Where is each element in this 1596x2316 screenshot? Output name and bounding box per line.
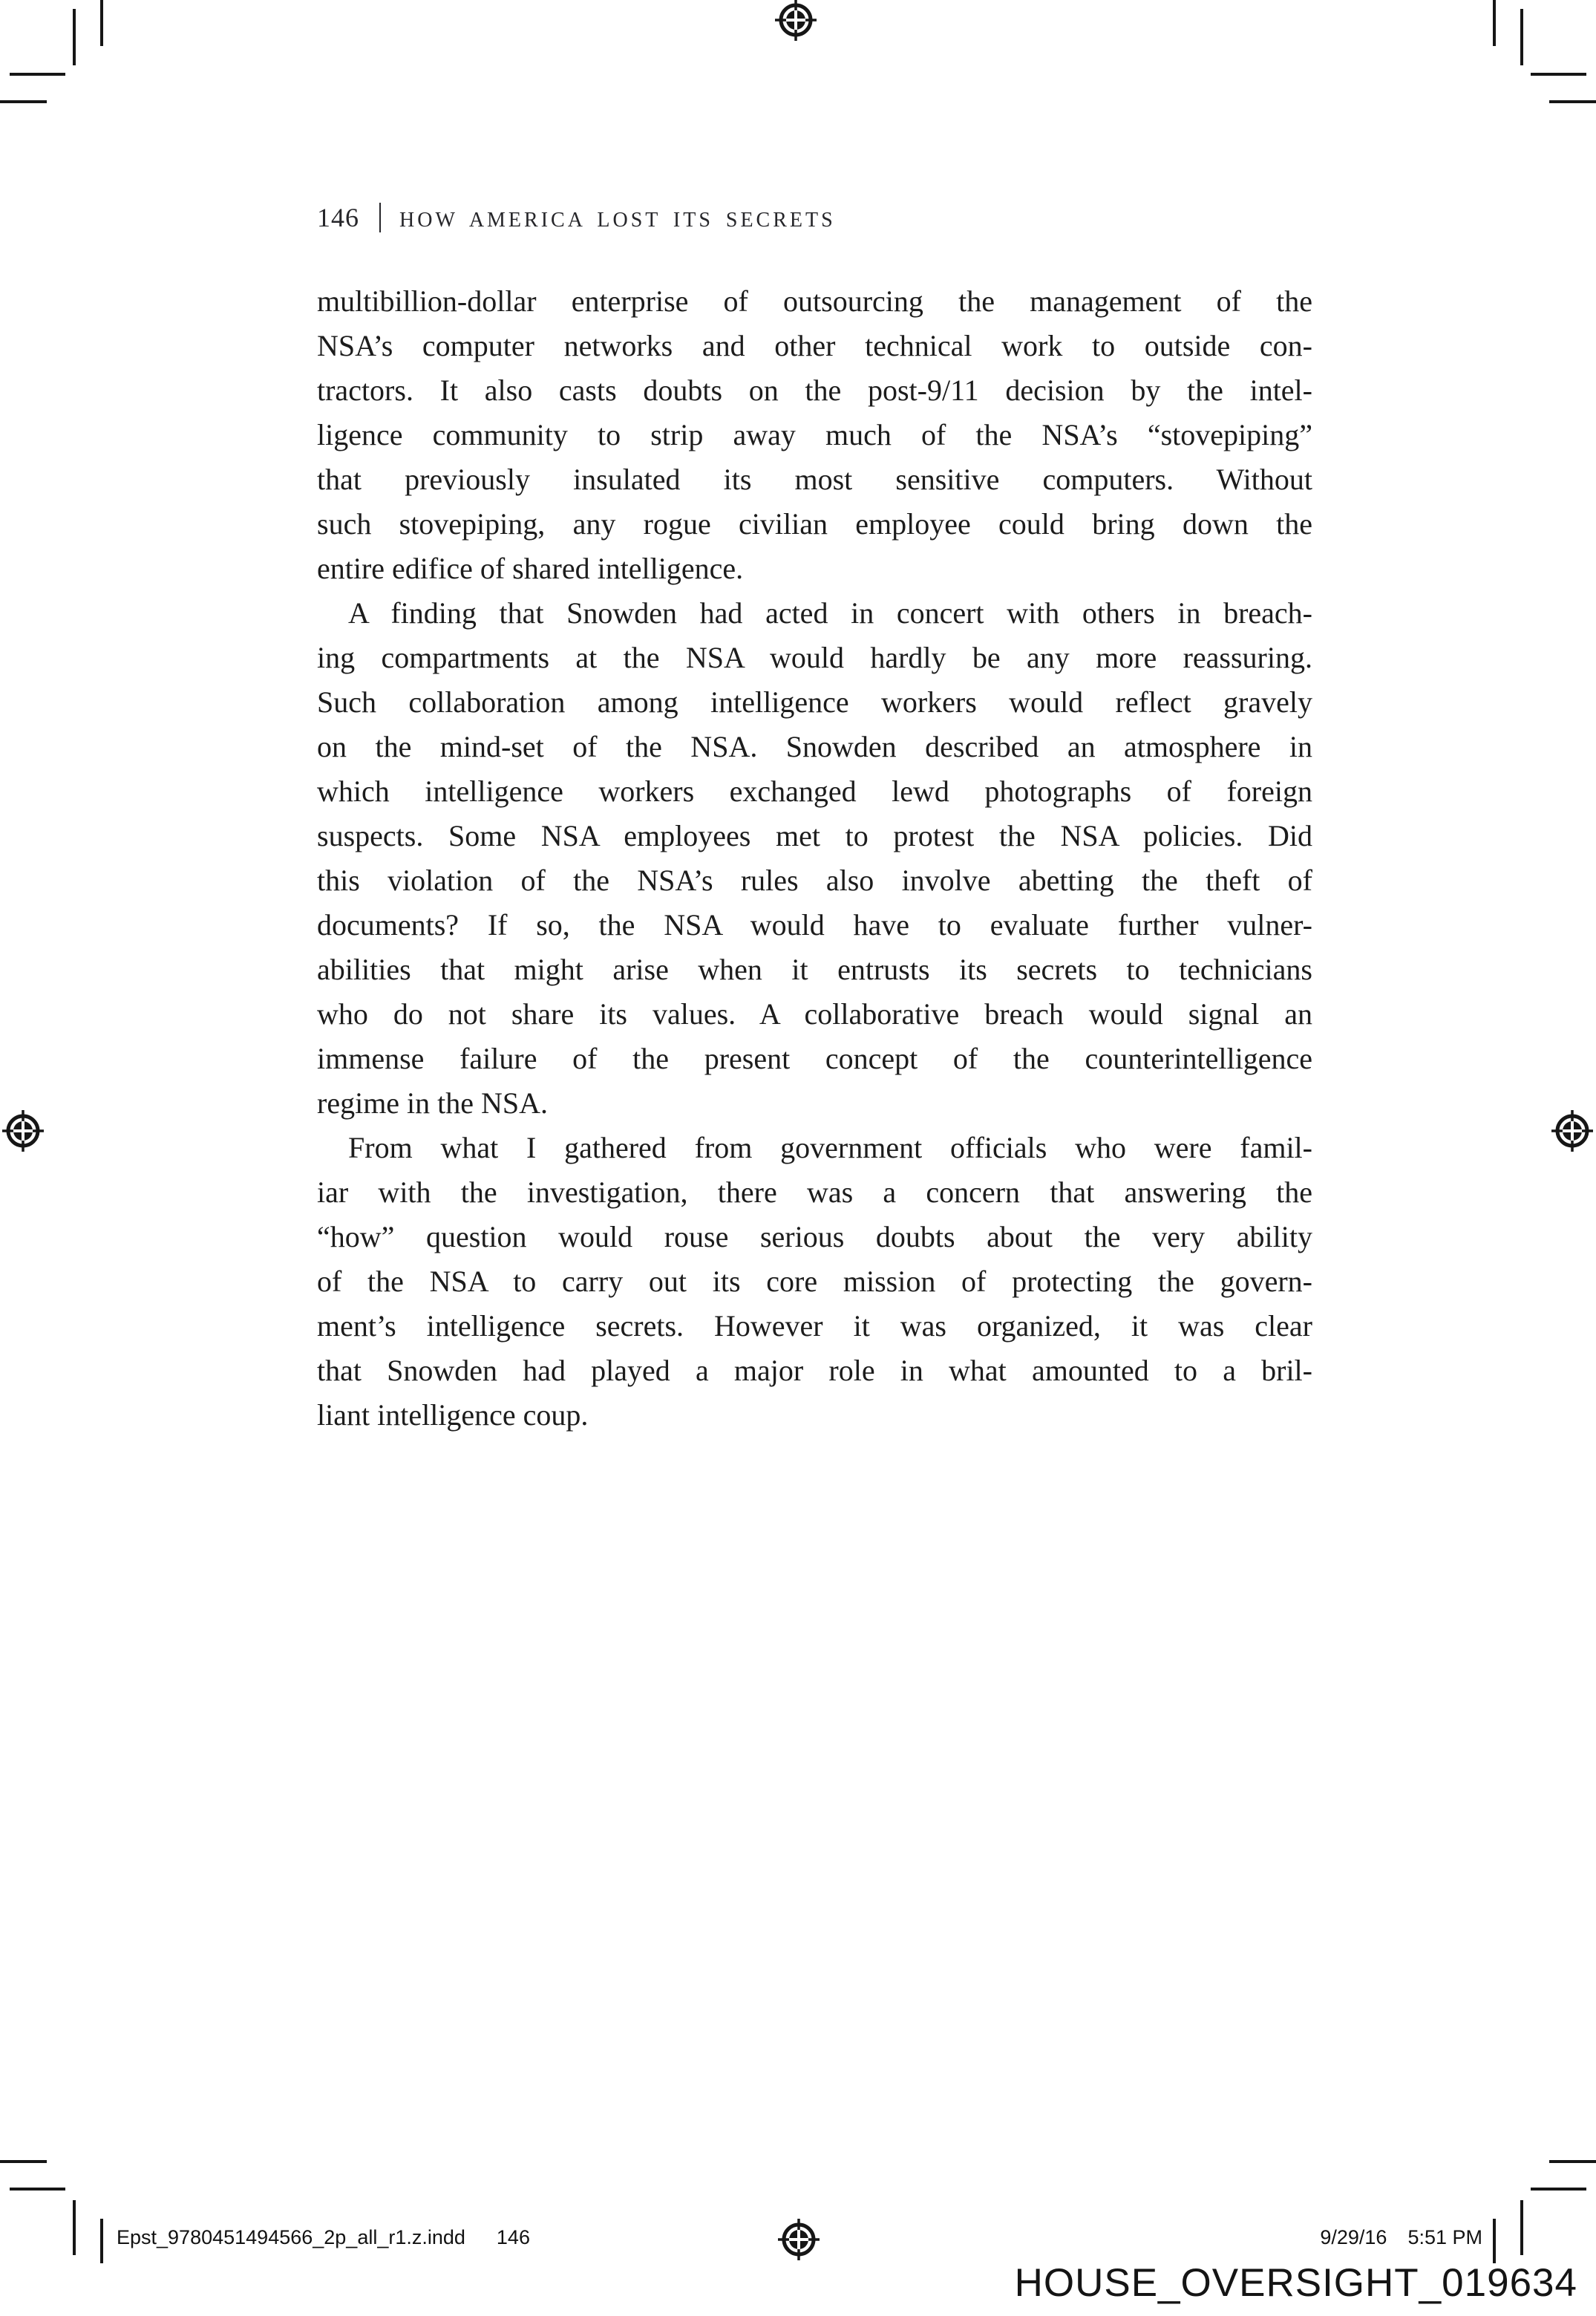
slug-page-number: 146 — [496, 2226, 530, 2248]
body-line: entire edifice of shared intelligence. — [317, 552, 744, 585]
crop-mark — [1531, 2188, 1586, 2191]
paragraph — [317, 591, 1312, 1126]
registration-mark-icon — [1551, 1110, 1593, 1152]
body-line: immense failure of the present concept of the counterintelligence — [317, 1042, 1312, 1075]
body-line: on the mind-set of the NSA. Snowden described an atmosphere in — [317, 730, 1312, 763]
paragraph — [317, 1126, 1312, 1438]
body-line: From what I gathered from government officials who were famil- — [348, 1131, 1312, 1164]
body-line: ligence community to strip away much of the NSA’s “stovepiping” — [317, 418, 1312, 451]
body-line: suspects. Some NSA employees met to protest the NSA policies. Did — [317, 819, 1312, 852]
crop-mark — [0, 2160, 47, 2163]
body-line: such stovepiping, any rogue civilian employee could bring down the — [317, 507, 1312, 541]
body-line: ing compartments at the NSA would hardly be any more reassuring. — [317, 641, 1312, 674]
running-head — [317, 202, 836, 233]
body-line: A finding that Snowden had acted in concert with others in breach- — [348, 596, 1312, 630]
body-line: which intelligence workers exchanged lewd photographs of foreign — [317, 774, 1312, 808]
bates-stamp: HOUSE_OVERSIGHT_019634 — [1014, 2261, 1577, 2305]
body-line: iar with the investigation, there was a concern that answering the — [317, 1175, 1312, 1209]
crop-mark — [1493, 2219, 1496, 2263]
body-line: NSA’s computer networks and other technical work to outside con- — [317, 329, 1312, 362]
registration-mark-icon — [778, 2219, 820, 2260]
body-line: that previously insulated its most sensitive computers. Without — [317, 463, 1312, 496]
running-title: HOW AMERICA LOST ITS SECRETS — [399, 209, 836, 232]
slug-date: 9/29/16 — [1320, 2226, 1387, 2248]
body-text — [317, 279, 1312, 1438]
registration-mark-icon — [2, 1110, 44, 1152]
body-line: “how” question would rouse serious doubts about the very ability — [317, 1220, 1312, 1253]
body-line: ment’s intelligence secrets. However it was organized, it was clear — [317, 1309, 1312, 1343]
body-line: Such collaboration among intelligence workers would reflect gravely — [317, 685, 1312, 719]
crop-mark — [73, 2200, 76, 2255]
slug-file-name: Epst_9780451494566_2p_all_r1.z.indd — [117, 2226, 465, 2248]
crop-mark — [100, 0, 103, 46]
body-line: regime in the NSA. — [317, 1086, 549, 1120]
header-divider — [379, 203, 381, 232]
slug-line-right — [1320, 2226, 1482, 2249]
crop-mark — [10, 73, 65, 76]
crop-mark — [100, 2219, 103, 2263]
crop-mark — [1549, 2160, 1596, 2163]
crop-mark — [1531, 73, 1586, 76]
body-line: multibillion-dollar enterprise of outsourcing the management of the — [317, 284, 1312, 318]
body-line: this violation of the NSA’s rules also involve abetting the theft of — [317, 864, 1312, 897]
crop-mark — [1520, 9, 1523, 65]
crop-mark — [10, 2188, 65, 2191]
body-line: abilities that might arise when it entrusts its secrets to technicians — [317, 953, 1312, 986]
body-line: liant intelligence coup. — [317, 1398, 589, 1432]
body-line: of the NSA to carry out its core mission of protecting the govern- — [317, 1265, 1312, 1298]
body-line: documents? If so, the NSA would have to evaluate further vulner- — [317, 908, 1312, 942]
slug-line-left — [117, 2226, 530, 2249]
paragraph — [317, 279, 1312, 591]
body-line: who do not share its values. A collaborative breach would signal an — [317, 997, 1312, 1031]
crop-mark — [1520, 2200, 1523, 2255]
crop-mark — [0, 100, 47, 103]
crop-mark — [73, 9, 76, 65]
body-line: that Snowden had played a major role in what amounted to a bril- — [317, 1354, 1312, 1387]
crop-mark — [1493, 0, 1496, 46]
crop-mark — [1549, 100, 1596, 103]
body-line: tractors. It also casts doubts on the post-9/11 decision by the intel- — [317, 374, 1312, 407]
registration-mark-icon — [775, 0, 817, 41]
slug-time: 5:51 PM — [1407, 2226, 1482, 2248]
page-number: 146 — [317, 203, 359, 232]
